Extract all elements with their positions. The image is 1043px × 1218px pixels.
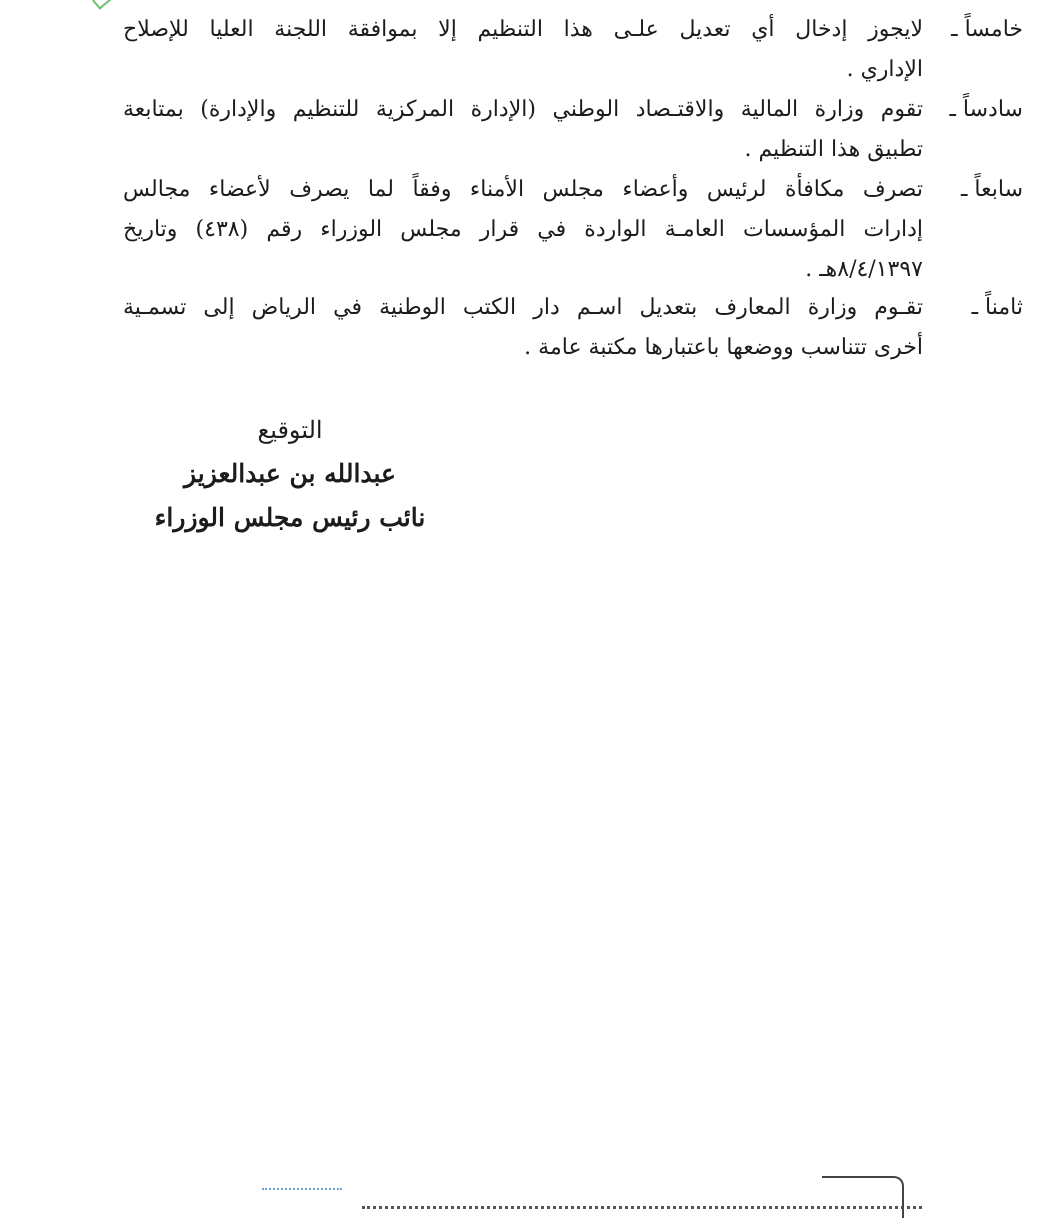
clause-label: سابعاً ـ xyxy=(960,177,1023,202)
clause-line: تقوم وزارة المالية والاقتـصاد الوطني (الإدارة المركزية للتنظيم والإدارة) بمتابعة xyxy=(123,97,923,122)
signatory-name: عبدالله بن عبدالعزيز xyxy=(184,459,396,488)
clause-line: ٨/٤/١٣٩٧هـ . xyxy=(805,257,923,282)
clause-label: سادساً ـ xyxy=(949,97,1023,122)
footer-corner-bracket xyxy=(822,1176,904,1218)
clause-line: تصرف مكافأة لرئيس وأعضاء مجلس الأمناء وفقاً لما يصرف لأعضاء مجالس xyxy=(123,177,923,202)
clause-fifth xyxy=(123,10,1023,90)
clause-line: إدارات المؤسسات العامـة الواردة في قرار مجلس الوزراء رقم (٤٣٨) وتاريخ xyxy=(123,217,923,242)
clause-line: لايجوز إدخال أي تعديل علـى هذا التنظيم إلا بموافقة اللجنة العليا للإصلاح xyxy=(123,17,923,42)
clause-line: أخرى تتناسب ووضعها باعتبارها مكتبة عامة . xyxy=(524,335,923,360)
clause-line: الإداري . xyxy=(846,57,923,82)
clause-sixth xyxy=(123,90,1023,170)
signature-heading: التوقيع xyxy=(257,416,323,444)
corner-check-mark xyxy=(92,0,112,10)
clause-label: ثامناً ـ xyxy=(971,295,1023,320)
clause-line: تقـوم وزارة المعارف بتعديل اسـم دار الكتب الوطنية في الرياض إلى تسمـية xyxy=(123,295,923,320)
signature-block xyxy=(150,408,430,540)
clause-eighth xyxy=(123,288,1023,368)
signatory-title: نائب رئيس مجلس الوزراء xyxy=(154,503,426,532)
clause-line: تطبيق هذا التنظيم . xyxy=(744,137,923,162)
clause-seventh xyxy=(123,170,1023,290)
footer-stamp-mark xyxy=(262,1180,342,1190)
clause-label: خامساً ـ xyxy=(951,17,1023,42)
